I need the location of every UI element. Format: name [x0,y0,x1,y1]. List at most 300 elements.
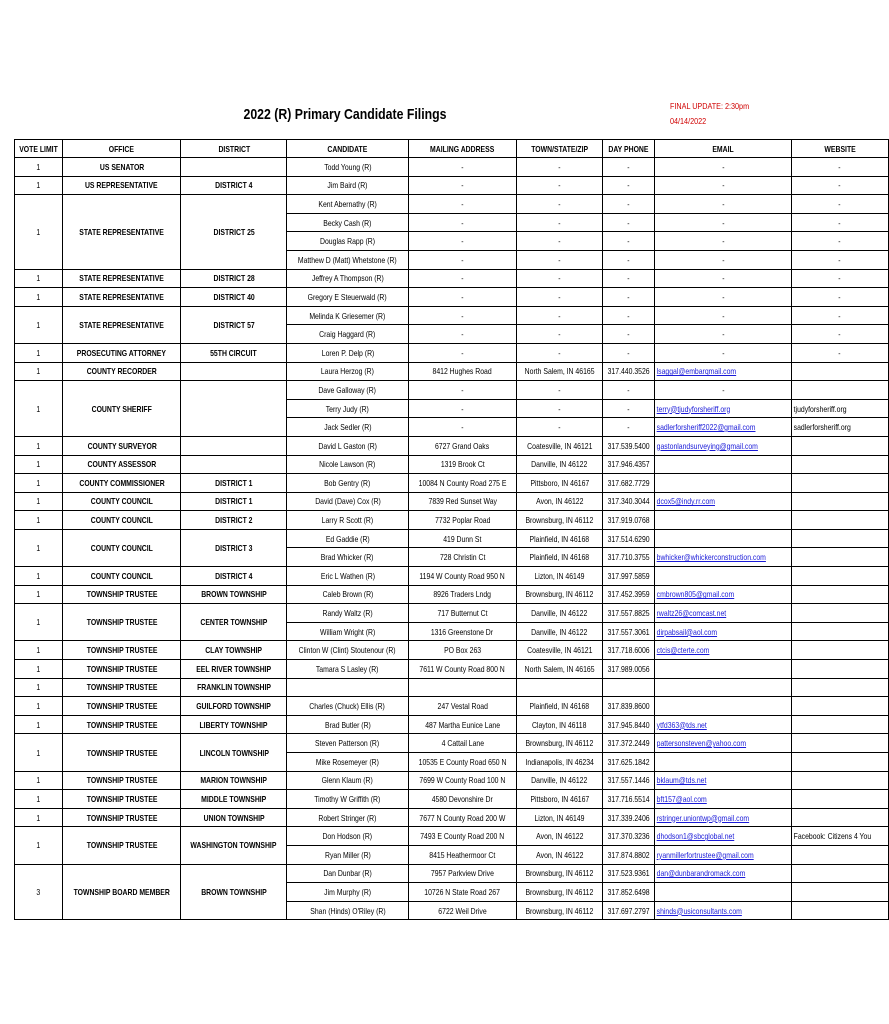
office-cell: PROSECUTING ATTORNEY [63,343,181,362]
day-phone-cell: 317.557.8825 [603,604,655,623]
table-row [15,641,889,660]
mailing-address-cell: - [408,306,516,325]
email-cell[interactable] [655,790,791,809]
day-phone-cell: - [603,213,655,232]
header-town-state-zip: TOWN/STATE/ZIP [516,140,602,158]
email-link[interactable]: rstringer.uniontwp@gmail.com [656,812,750,823]
office-cell: TOWNSHIP BOARD MEMBER [63,864,181,920]
website-cell [791,362,889,381]
candidate-cell: Jeffrey A Thompson (R) [287,269,409,288]
vote-limit-cell: 1 [15,343,63,362]
day-phone-cell: - [603,269,655,288]
table-row [15,343,889,362]
candidate-cell: Douglas Rapp (R) [287,232,409,251]
mailing-address-cell: 1194 W County Road 950 N [408,567,516,586]
header-day-phone: DAY PHONE [603,140,655,158]
candidate-cell: Brad Whicker (R) [287,548,409,567]
town-state-zip-cell: Danville, IN 46122 [516,771,602,790]
office-cell: COUNTY COUNCIL [63,567,181,586]
email-link[interactable]: pattersonsteven@yahoo.com [656,738,747,749]
day-phone-cell: 317.697.2797 [603,901,655,920]
mailing-address-cell: 7699 W County Road 100 N [408,771,516,790]
candidate-cell: Glenn Klaum (R) [287,771,409,790]
website-cell [791,269,889,288]
email-cell[interactable] [655,418,791,437]
vote-limit-cell: 1 [15,827,63,864]
mailing-address-cell: 10726 N State Road 267 [408,883,516,902]
town-state-zip-cell: Danville, IN 46122 [516,604,602,623]
website-cell [791,641,889,660]
day-phone-cell: - [603,158,655,177]
table-row [15,511,889,530]
day-phone-cell: 317.989.0056 [603,660,655,679]
website-text: - [838,347,842,358]
office-cell: TOWNSHIP TRUSTEE [63,660,181,679]
mailing-address-cell: 7839 Red Sunset Way [408,492,516,511]
candidate-cell: Nicole Lawson (R) [287,455,409,474]
table-row [15,492,889,511]
office-cell: TOWNSHIP TRUSTEE [63,641,181,660]
office-cell: STATE REPRESENTATIVE [63,269,181,288]
email-cell [655,269,791,288]
candidate-cell: Bob Gentry (R) [287,474,409,493]
email-link[interactable]: dan@dunbarandromack.com [656,868,746,879]
website-cell [791,697,889,716]
town-state-zip-cell: North Salem, IN 46165 [516,362,602,381]
district-cell: DISTRICT 3 [181,529,287,566]
website-cell [791,734,889,753]
vote-limit-cell: 1 [15,641,63,660]
office-cell: TOWNSHIP TRUSTEE [63,697,181,716]
day-phone-cell: 317.340.3044 [603,492,655,511]
website-cell [791,399,889,418]
office-cell: STATE REPRESENTATIVE [63,306,181,343]
candidate-cell: Robert Stringer (R) [287,808,409,827]
website-cell [791,343,889,362]
table-row [15,808,889,827]
vote-limit-cell: 1 [15,474,63,493]
website-cell [791,288,889,307]
email-link[interactable]: ytfd363@tds.net [656,719,708,730]
email-cell[interactable] [655,827,791,846]
website-cell [791,808,889,827]
candidate-cell: William Wright (R) [287,622,409,641]
website-text: - [838,217,842,228]
email-cell[interactable] [655,901,791,920]
email-text: - [721,254,725,265]
email-text: - [721,236,725,247]
vote-limit-cell: 1 [15,436,63,455]
email-link[interactable]: bwhicker@whickerconstruction.com [656,552,767,563]
vote-limit-cell: 1 [15,734,63,771]
district-cell: DISTRICT 4 [181,567,287,586]
day-phone-cell: 317.919.0768 [603,511,655,530]
email-cell[interactable] [655,399,791,418]
office-cell: COUNTY SURVEYOR [63,436,181,455]
vote-limit-cell: 1 [15,288,63,307]
district-cell [181,381,287,437]
email-link[interactable]: ctcis@cterte.com [656,645,710,656]
table-row [15,734,889,753]
table-row [15,567,889,586]
candidate-cell: Mike Rosemeyer (R) [287,753,409,772]
vote-limit-cell: 1 [15,771,63,790]
candidate-cell: Gregory E Steuerwald (R) [287,288,409,307]
day-phone-cell: 317.625.1842 [603,753,655,772]
mailing-address-cell: 7732 Poplar Road [408,511,516,530]
candidate-cell: Randy Waltz (R) [287,604,409,623]
email-link[interactable]: shinds@usiconsultants.com [656,905,743,916]
office-cell: TOWNSHIP TRUSTEE [63,827,181,864]
mailing-address-cell: - [408,288,516,307]
website-cell [791,548,889,567]
town-state-zip-cell: - [516,288,602,307]
email-cell [655,176,791,195]
email-cell[interactable] [655,548,791,567]
town-state-zip-cell: Avon, IN 46122 [516,845,602,864]
town-state-zip-cell [516,678,602,697]
district-cell: DISTRICT 2 [181,511,287,530]
vote-limit-cell: 1 [15,362,63,381]
email-cell[interactable] [655,845,791,864]
table-row [15,288,889,307]
town-state-zip-cell: North Salem, IN 46165 [516,660,602,679]
website-text: - [838,161,842,172]
candidate-cell: Charles (Chuck) Ellis (R) [287,697,409,716]
table-row [15,195,889,214]
town-state-zip-cell: Avon, IN 46122 [516,827,602,846]
district-cell: MIDDLE TOWNSHIP [181,790,287,809]
mailing-address-cell: - [408,213,516,232]
website-cell [791,678,889,697]
website-cell [791,753,889,772]
candidate-cell: Don Hodson (R) [287,827,409,846]
town-state-zip-cell: - [516,158,602,177]
candidate-cell: Craig Haggard (R) [287,325,409,344]
town-state-zip-cell: Brownsburg, IN 46112 [516,511,602,530]
district-cell: GUILFORD TOWNSHIP [181,697,287,716]
district-cell: FRANKLIN TOWNSHIP [181,678,287,697]
email-cell [655,455,791,474]
website-cell [791,883,889,902]
day-phone-cell: 317.682.7729 [603,474,655,493]
mailing-address-cell: 7957 Parkview Drive [408,864,516,883]
mailing-address-cell: 10535 E County Road 650 N [408,753,516,772]
website-cell [791,436,889,455]
email-link[interactable]: sadlerforsheriff2022@gmail.com [656,422,756,433]
day-phone-cell: - [603,325,655,344]
email-cell[interactable] [655,622,791,641]
district-cell: DISTRICT 25 [181,195,287,269]
vote-limit-cell: 1 [15,567,63,586]
office-cell: COUNTY ASSESSOR [63,455,181,474]
town-state-zip-cell: Danville, IN 46122 [516,622,602,641]
office-cell: STATE REPRESENTATIVE [63,288,181,307]
vote-limit-cell: 1 [15,381,63,437]
email-cell [655,343,791,362]
website-text: - [838,291,842,302]
website-text: Facebook: Citizens 4 You [793,831,871,842]
mailing-address-cell: 8412 Hughes Road [408,362,516,381]
website-cell [791,790,889,809]
candidate-cell: Dan Dunbar (R) [287,864,409,883]
day-phone-cell [603,678,655,697]
vote-limit-cell: 1 [15,697,63,716]
district-cell: UNION TOWNSHIP [181,808,287,827]
email-link[interactable]: rwaltz26@comcast.net [656,608,727,619]
final-update-note [670,99,750,129]
candidate-cell: Melinda K Griesemer (R) [287,306,409,325]
table-row [15,436,889,455]
header-office: OFFICE [63,140,181,158]
candidate-cell: Larry R Scott (R) [287,511,409,530]
email-cell[interactable] [655,641,791,660]
email-text: - [721,273,725,284]
table-row [15,362,889,381]
day-phone-cell: 317.852.6498 [603,883,655,902]
header-email: EMAIL [655,140,791,158]
day-phone-cell: - [603,232,655,251]
email-cell[interactable] [655,808,791,827]
district-cell: CLAY TOWNSHIP [181,641,287,660]
office-cell: COUNTY RECORDER [63,362,181,381]
office-cell: COUNTY SHERIFF [63,381,181,437]
email-cell [655,158,791,177]
email-link[interactable]: bft157@aol.com [656,793,708,804]
website-cell [791,158,889,177]
day-phone-cell: 317.557.3061 [603,622,655,641]
day-phone-cell: 317.718.6006 [603,641,655,660]
website-cell [791,474,889,493]
candidate-cell: Todd Young (R) [287,158,409,177]
candidate-cell: Kent Abernathy (R) [287,195,409,214]
mailing-address-cell: - [408,176,516,195]
mailing-address-cell: 6727 Grand Oaks [408,436,516,455]
website-text: - [838,329,842,340]
vote-limit-cell: 1 [15,176,63,195]
website-text: - [838,180,842,191]
table-row [15,604,889,623]
town-state-zip-cell: Brownsburg, IN 46112 [516,864,602,883]
mailing-address-cell: - [408,418,516,437]
vote-limit-cell: 1 [15,511,63,530]
website-cell [791,381,889,400]
day-phone-cell: 317.710.3755 [603,548,655,567]
header-row [15,140,889,158]
candidate-cell: Loren P. Delp (R) [287,343,409,362]
email-cell[interactable] [655,864,791,883]
vote-limit-cell: 1 [15,604,63,641]
day-phone-cell: 317.874.8802 [603,845,655,864]
mailing-address-cell: 728 Christin Ct [408,548,516,567]
office-cell: COUNTY COUNCIL [63,529,181,566]
email-cell[interactable] [655,492,791,511]
header-district: DISTRICT [181,140,287,158]
website-cell [791,232,889,251]
email-link[interactable]: dirpabsail@aol.com [656,626,718,637]
candidate-cell: Terry Judy (R) [287,399,409,418]
email-text: - [721,161,725,172]
email-cell [655,753,791,772]
mailing-address-cell: - [408,195,516,214]
email-cell [655,697,791,716]
day-phone-cell: - [603,306,655,325]
email-cell[interactable] [655,604,791,623]
email-cell [655,511,791,530]
district-cell [181,455,287,474]
website-text: - [838,254,842,265]
email-cell [655,381,791,400]
vote-limit-cell: 1 [15,585,63,604]
candidate-cell: Clinton W (Clint) Stoutenour (R) [287,641,409,660]
mailing-address-cell: 4580 Devonshire Dr [408,790,516,809]
email-cell [655,678,791,697]
website-cell [791,529,889,548]
mailing-address-cell: 419 Dunn St [408,529,516,548]
mailing-address-cell: - [408,343,516,362]
email-cell[interactable] [655,585,791,604]
day-phone-cell: 317.557.1446 [603,771,655,790]
email-link[interactable]: lsaggal@embarqmail.com [656,366,737,377]
mailing-address-cell: 6722 Weil Drive [408,901,516,920]
email-text: - [721,347,725,358]
website-text: - [838,310,842,321]
email-link[interactable]: dcox5@indy.rr.com [656,496,716,507]
candidate-cell: Ryan Miller (R) [287,845,409,864]
office-cell: COUNTY COUNCIL [63,511,181,530]
table-row [15,790,889,809]
town-state-zip-cell: - [516,381,602,400]
email-cell[interactable] [655,771,791,790]
final-update-date: 04/14/2022 [670,116,707,126]
candidate-cell [287,678,409,697]
town-state-zip-cell: - [516,399,602,418]
candidate-cell: Ed Gaddie (R) [287,529,409,548]
town-state-zip-cell: - [516,250,602,269]
district-cell: LIBERTY TOWNSHIP [181,715,287,734]
website-cell [791,492,889,511]
mailing-address-cell: 247 Vestal Road [408,697,516,716]
final-update-time: FINAL UPDATE: 2:30pm [670,101,750,111]
table-row [15,176,889,195]
town-state-zip-cell: Avon, IN 46122 [516,492,602,511]
candidate-cell: Brad Butler (R) [287,715,409,734]
office-cell: TOWNSHIP TRUSTEE [63,604,181,641]
day-phone-cell: - [603,381,655,400]
vote-limit-cell: 1 [15,195,63,269]
district-cell: BROWN TOWNSHIP [181,864,287,920]
email-link[interactable]: cmbrown805@gmail.com [656,589,735,600]
mailing-address-cell: - [408,381,516,400]
table-row [15,715,889,734]
office-cell: US SENATOR [63,158,181,177]
mailing-address-cell: 717 Butternut Ct [408,604,516,623]
mailing-address-cell [408,678,516,697]
town-state-zip-cell: Clayton, IN 46118 [516,715,602,734]
day-phone-cell: 317.839.8600 [603,697,655,716]
town-state-zip-cell: Plainfield, IN 46168 [516,529,602,548]
day-phone-cell: 317.945.8440 [603,715,655,734]
district-cell: DISTRICT 28 [181,269,287,288]
town-state-zip-cell: Brownsburg, IN 46112 [516,883,602,902]
town-state-zip-cell: - [516,269,602,288]
town-state-zip-cell: Lizton, IN 46149 [516,808,602,827]
website-cell [791,771,889,790]
day-phone-cell: 317.452.3959 [603,585,655,604]
mailing-address-cell: - [408,325,516,344]
email-cell[interactable] [655,436,791,455]
header-website: WEBSITE [791,140,889,158]
email-link[interactable]: dhodson1@sbcglobal.net [656,831,735,842]
website-cell [791,622,889,641]
email-text: - [721,198,725,209]
candidate-cell: Shan (Hinds) O'Riley (R) [287,901,409,920]
vote-limit-cell: 1 [15,808,63,827]
town-state-zip-cell: - [516,195,602,214]
candidate-cell: Jim Baird (R) [287,176,409,195]
candidate-cell: Timothy W Griffith (R) [287,790,409,809]
email-link[interactable]: ryanmillerfortrustee@gmail.com [656,849,755,860]
table-row [15,474,889,493]
email-cell [655,288,791,307]
mailing-address-cell: 7677 N County Road 200 W [408,808,516,827]
candidate-cell: Dave Galloway (R) [287,381,409,400]
town-state-zip-cell: - [516,325,602,344]
vote-limit-cell: 1 [15,492,63,511]
office-cell: COUNTY COMMISSIONER [63,474,181,493]
town-state-zip-cell: - [516,343,602,362]
website-text: - [838,236,842,247]
vote-limit-cell: 1 [15,455,63,474]
website-cell [791,455,889,474]
website-cell [791,845,889,864]
table-row [15,827,889,846]
vote-limit-cell: 1 [15,529,63,566]
vote-limit-cell: 1 [15,158,63,177]
town-state-zip-cell: Brownsburg, IN 46112 [516,901,602,920]
mailing-address-cell: PO Box 263 [408,641,516,660]
table-row [15,529,889,548]
mailing-address-cell: 1319 Brook Ct [408,455,516,474]
email-text: - [721,291,725,302]
email-cell [655,232,791,251]
town-state-zip-cell: - [516,418,602,437]
website-cell [791,325,889,344]
candidate-cell: Matthew D (Matt) Whetstone (R) [287,250,409,269]
email-cell[interactable] [655,362,791,381]
email-cell[interactable] [655,734,791,753]
table-row [15,269,889,288]
email-link[interactable]: bklaum@tds.net [656,775,707,786]
email-cell[interactable] [655,715,791,734]
district-cell [181,158,287,177]
email-link[interactable]: terry@tjudyforsheriff.org [656,403,731,414]
town-state-zip-cell: Pittsboro, IN 46167 [516,790,602,809]
candidate-cell: Laura Herzog (R) [287,362,409,381]
district-cell: 55TH CIRCUIT [181,343,287,362]
district-cell: DISTRICT 40 [181,288,287,307]
website-text: sadlerforsheriff.org [793,422,851,433]
town-state-zip-cell: Lizton, IN 46149 [516,567,602,586]
day-phone-cell: - [603,399,655,418]
mailing-address-cell: 10084 N County Road 275 E [408,474,516,493]
town-state-zip-cell: Plainfield, IN 46168 [516,697,602,716]
email-link[interactable]: gastonlandsurveying@gmail.com [656,440,759,451]
vote-limit-cell: 1 [15,678,63,697]
day-phone-cell: - [603,418,655,437]
website-cell [791,715,889,734]
email-text: - [721,217,725,228]
